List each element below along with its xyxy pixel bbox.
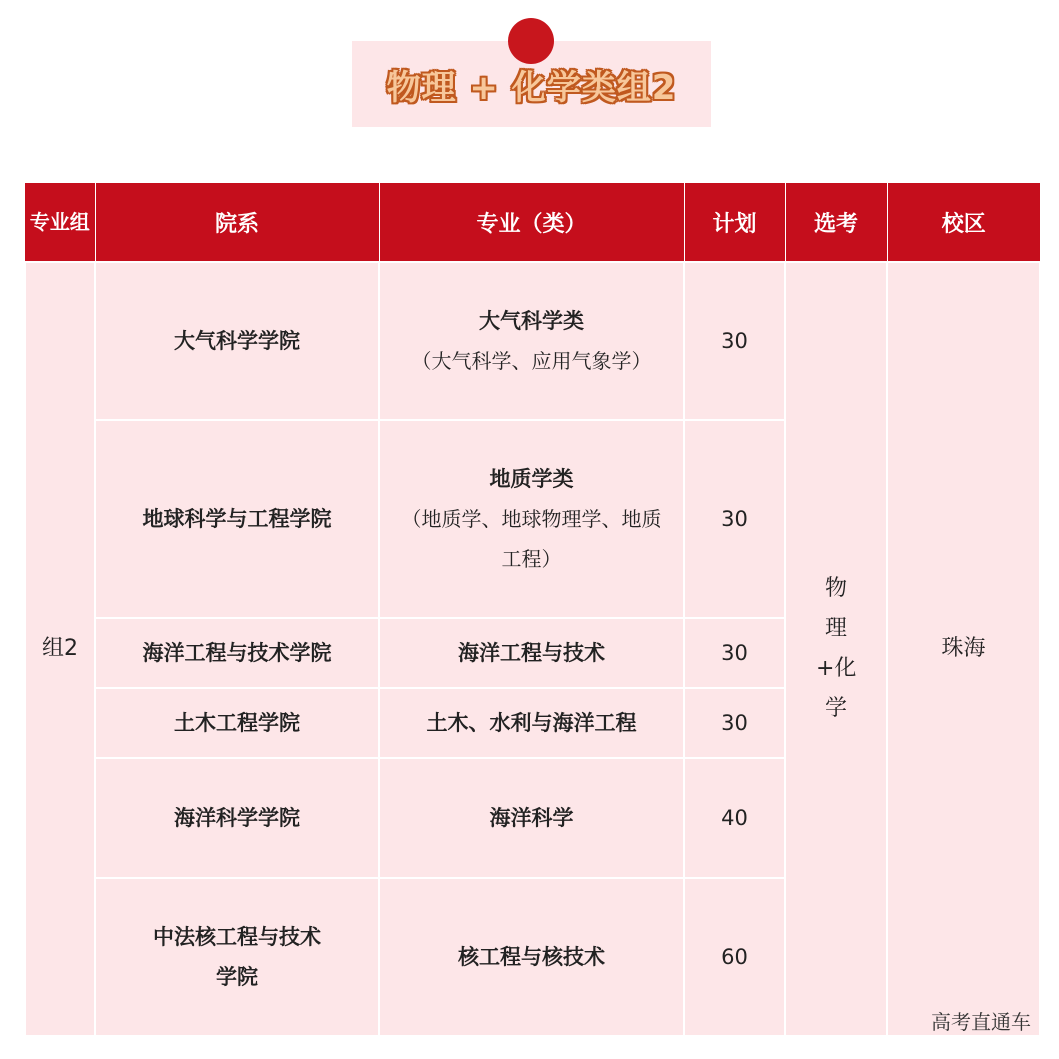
dept-cell: 中法核工程与技术学院 — [95, 878, 379, 1036]
major-detail: （地质学、地球物理学、地质工程） — [401, 507, 662, 571]
major-cell — [379, 420, 684, 618]
plan-cell: 40 — [684, 758, 785, 878]
plan-cell: 60 — [684, 878, 785, 1036]
group-cell: 组2 — [25, 262, 95, 1036]
header-campus: 校区 — [887, 183, 1040, 262]
plan-cell: 30 — [684, 262, 785, 420]
plan-cell: 30 — [684, 420, 785, 618]
header-subject: 选考 — [785, 183, 887, 262]
major-name: 大气科学类 — [479, 309, 584, 333]
dept-cell: 大气科学学院 — [95, 262, 379, 420]
major-cell — [379, 262, 684, 420]
major-cell: 核工程与核技术 — [379, 878, 684, 1036]
plan-cell: 30 — [684, 618, 785, 688]
header-group: 专业组 — [25, 183, 95, 262]
campus-cell: 珠海 — [887, 262, 1040, 1036]
header-plan: 计划 — [684, 183, 785, 262]
dept-cell: 海洋工程与技术学院 — [95, 618, 379, 688]
dept-cell: 土木工程学院 — [95, 688, 379, 758]
plan-cell: 30 — [684, 688, 785, 758]
page-title: 物理 + 化学类组2 — [386, 68, 677, 108]
table-row — [25, 262, 1040, 420]
major-cell: 海洋工程与技术 — [379, 618, 684, 688]
enrollment-plan-table — [24, 183, 1041, 1037]
subject-cell: 物理+化学 — [785, 262, 887, 1036]
title-dot-decoration — [508, 18, 554, 64]
major-cell: 土木、水利与海洋工程 — [379, 688, 684, 758]
header-major: 专业（类） — [379, 183, 684, 262]
header-dept: 院系 — [95, 183, 379, 262]
major-detail: （大气科学、应用气象学） — [411, 349, 652, 373]
major-name: 地质学类 — [489, 467, 574, 491]
watermark: 高考直通车 — [931, 1010, 1031, 1034]
table-header-row — [25, 183, 1040, 262]
dept-cell: 地球科学与工程学院 — [95, 420, 379, 618]
dept-cell: 海洋科学学院 — [95, 758, 379, 878]
major-cell: 海洋科学 — [379, 758, 684, 878]
